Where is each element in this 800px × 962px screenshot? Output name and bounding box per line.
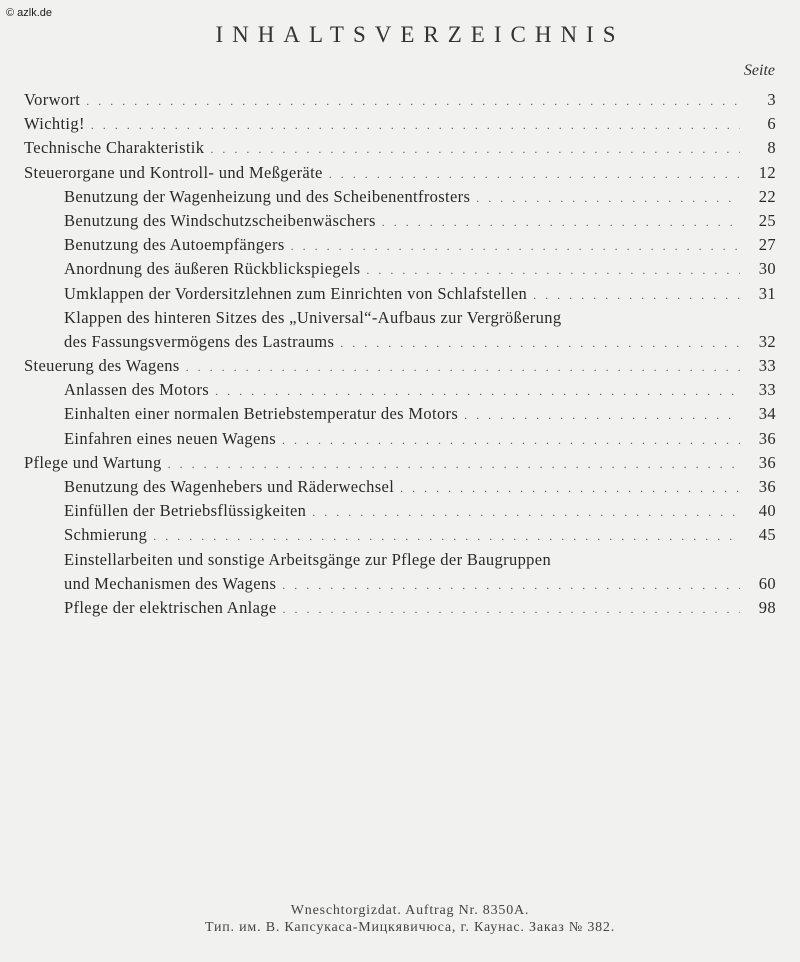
toc-subentry bbox=[24, 499, 776, 523]
toc-entry-page: 45 bbox=[758, 525, 776, 545]
toc-entry-label: Benutzung des Wagenhebers und Räderwechsel bbox=[64, 477, 395, 496]
toc-entry-label: Umklappen der Vordersitzlehnen zum Einrichten von Schlafstellen bbox=[64, 283, 528, 303]
toc-entry-page: 33 bbox=[758, 380, 776, 400]
toc-entry-label: Anordnung des äußeren Rückblickspiegels bbox=[64, 259, 361, 279]
toc-entry-label: Schmierung bbox=[64, 525, 148, 545]
toc-subentry bbox=[24, 523, 776, 547]
toc-entry-label-line1: Klappen des hinteren Sitzes des „Universal“-Aufbaus zur Vergrößerung bbox=[64, 307, 562, 327]
leader-dots bbox=[282, 428, 740, 452]
toc-entry-page: 22 bbox=[758, 186, 776, 206]
toc-subentry bbox=[24, 209, 776, 233]
leader-dots bbox=[329, 162, 740, 186]
toc-entry-label: Wichtig! bbox=[24, 114, 85, 134]
leader-dots bbox=[168, 452, 740, 476]
leader-dots bbox=[312, 500, 740, 524]
leader-dots bbox=[400, 476, 740, 500]
toc-entry-label: Anlassen des Motors bbox=[64, 380, 210, 400]
toc-entry-label: Pflege und Wartung bbox=[24, 452, 162, 472]
page-column-label: Seite bbox=[743, 62, 775, 79]
toc-subentry-line1 bbox=[24, 548, 776, 572]
toc-entry-page: 32 bbox=[758, 331, 776, 351]
leader-dots bbox=[186, 355, 740, 379]
toc-entry-page: 36 bbox=[758, 428, 776, 448]
toc-entry-page: 30 bbox=[758, 259, 776, 279]
toc-entry-label: des Fassungsvermögens des Lastraums bbox=[64, 331, 335, 351]
toc-entry-page: 31 bbox=[758, 283, 776, 303]
toc-subentry bbox=[24, 282, 776, 306]
leader-dots bbox=[382, 210, 740, 234]
toc-entry-label: Benutzung des Autoempfängers bbox=[64, 235, 285, 255]
toc-entry-label: Benutzung des Windschutzscheibenwäschers bbox=[64, 210, 376, 230]
toc-entry-page: 36 bbox=[758, 477, 776, 496]
toc-subentry bbox=[24, 427, 776, 451]
toc-entry-label: Pflege der elektrischen Anlage bbox=[64, 597, 277, 617]
toc-subentry bbox=[24, 475, 776, 499]
toc-entry bbox=[24, 112, 776, 136]
toc-entry-label: Technische Charakteristik bbox=[24, 138, 205, 158]
toc-entry-label: Benutzung der Wagenheizung und des Scheibenentfrosters bbox=[64, 186, 471, 206]
toc-entry bbox=[24, 354, 776, 378]
leader-dots bbox=[153, 524, 740, 548]
toc-subentry bbox=[24, 257, 776, 281]
leader-dots bbox=[533, 283, 740, 307]
watermark: © azlk.de bbox=[6, 7, 53, 19]
toc-entry-label: Einfahren eines neuen Wagens bbox=[64, 428, 277, 448]
toc-entry-label: Steuerung des Wagens bbox=[24, 356, 180, 376]
leader-dots bbox=[282, 573, 740, 597]
toc-entry-page: 12 bbox=[758, 162, 776, 182]
toc-entry-label: Einhalten einer normalen Betriebstemperatur des Motors bbox=[64, 404, 459, 424]
toc-entry bbox=[24, 88, 776, 112]
toc-entry-page: 8 bbox=[767, 138, 776, 158]
page-title: INHALTSVERZEICHNIS bbox=[215, 22, 625, 47]
toc-entry-page: 27 bbox=[758, 235, 776, 255]
toc-subentry bbox=[24, 185, 776, 209]
toc-subentry bbox=[24, 233, 776, 257]
table-of-contents bbox=[24, 88, 776, 620]
toc-subentry bbox=[24, 596, 776, 620]
toc-subentry bbox=[24, 402, 776, 426]
toc-entry-page: 33 bbox=[758, 356, 776, 376]
toc-entry-page: 36 bbox=[758, 452, 776, 472]
toc-entry bbox=[24, 161, 776, 185]
leader-dots bbox=[340, 331, 740, 355]
toc-entry bbox=[24, 451, 776, 475]
leader-dots bbox=[91, 113, 740, 137]
toc-entry-page: 98 bbox=[758, 597, 776, 617]
toc-entry-page: 60 bbox=[758, 573, 776, 593]
toc-entry-label-line1: Einstellarbeiten und sonstige Arbeitsgänge zur Pflege der Baugruppen bbox=[64, 549, 552, 569]
leader-dots bbox=[366, 258, 740, 282]
toc-entry-page: 25 bbox=[758, 210, 776, 230]
toc-entry-page: 6 bbox=[767, 114, 776, 134]
toc-entry-label: Einfüllen der Betriebsflüssigkeiten bbox=[64, 501, 307, 521]
toc-subentry bbox=[24, 330, 776, 354]
toc-subentry bbox=[24, 378, 776, 402]
leader-dots bbox=[210, 137, 740, 161]
imprint-line-2: Тип. им. В. Капсукаса-Мицкявичюса, г. Каунас. Заказ № 382. bbox=[204, 920, 616, 935]
leader-dots bbox=[464, 403, 740, 427]
imprint-line-1: Wneschtorgizdat. Auftrag Nr. 8350A. bbox=[290, 903, 530, 918]
leader-dots bbox=[476, 186, 740, 210]
toc-entry-page: 3 bbox=[767, 90, 776, 109]
leader-dots bbox=[291, 234, 740, 258]
leader-dots bbox=[283, 597, 740, 621]
toc-entry-label: und Mechanismen des Wagens bbox=[64, 573, 277, 593]
toc-subentry bbox=[24, 572, 776, 596]
leader-dots bbox=[215, 379, 740, 403]
leader-dots bbox=[86, 89, 740, 113]
toc-entry-page: 34 bbox=[758, 404, 776, 424]
toc-entry-label: Steuerorgane und Kontroll- und Meßgeräte bbox=[24, 162, 323, 182]
toc-entry-label: Vorwort bbox=[24, 90, 81, 109]
toc-entry bbox=[24, 136, 776, 160]
toc-subentry-line1 bbox=[24, 306, 776, 330]
toc-entry-page: 40 bbox=[758, 501, 776, 521]
